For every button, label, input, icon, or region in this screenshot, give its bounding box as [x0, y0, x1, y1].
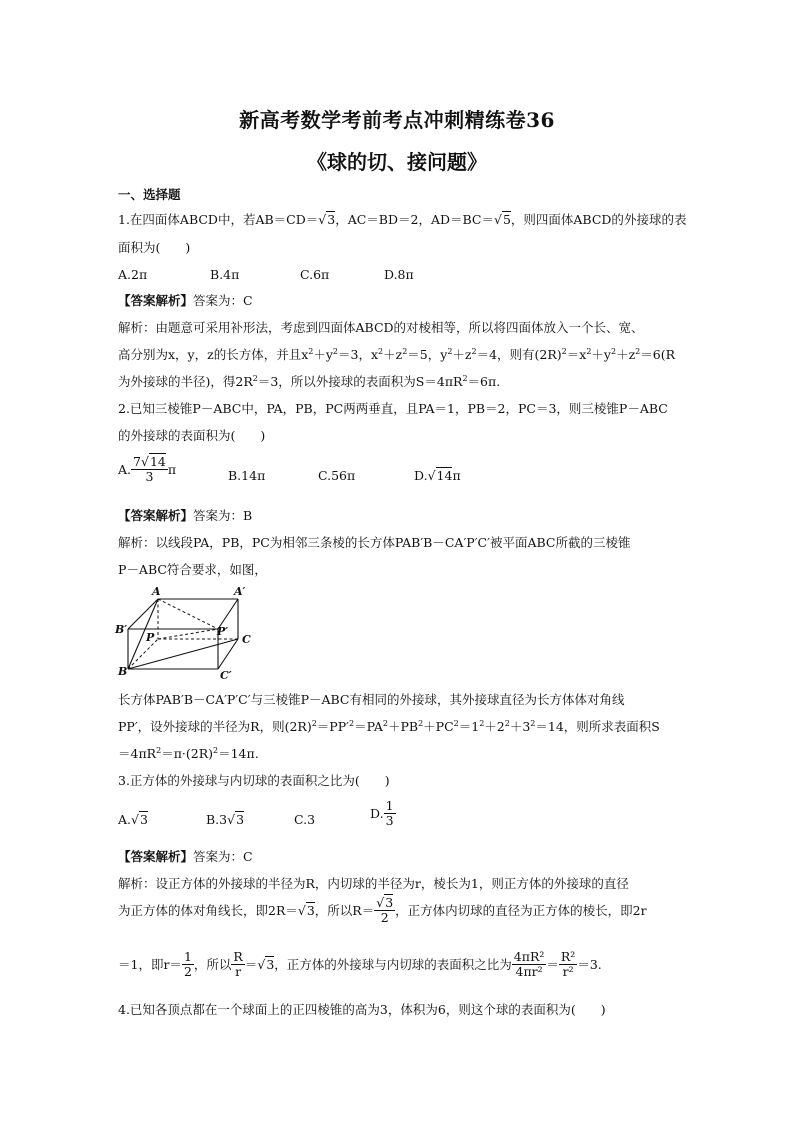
q3-explain-2: 为正方体的体对角线长，即2R＝√ 3，所以R＝ √ $\frac{3}{2}$ ，正方体内切球的直径为正方体的棱长，即2r	[118, 893, 647, 929]
q2-explain-5: $=4\pi R^2=\pi\cdot(2R)^2=14\pi$.	[118, 746, 259, 761]
q1-explain-1: 解析：由题意可采用补形法，考虑到四面体ABCD的对棱相等，所以将四面体放入一个长、宽、	[118, 320, 644, 335]
q2-option-c: C.56π	[318, 468, 356, 483]
q3-answer: 【答案解析】答案为：C	[118, 849, 253, 864]
q3-explain-3: ＝1，即r＝ $\frac{1}{2}$ ，所以 $\frac{R}{r}$ ＝√ 3，正方体的外接球与内切球的表面积之比为 $\frac{\text{4πR²}}{\text{4πr²}}$ ＝ $\frac{\text{R²}}{\text{r²}}$ ＝3.	[118, 947, 602, 983]
fig-label-p: P	[146, 631, 155, 644]
q2-explain-2: P－ABC符合要求，如图，	[118, 562, 267, 577]
q2-line2: 的外接球的表面积为( )	[118, 428, 266, 443]
fig-label-c: C	[242, 633, 251, 646]
fig-label-a: A	[152, 585, 161, 598]
q2-explain-4: PP′，设外接球的半径为R，则$(2R)^2=PP'^2=PA^2+PB^2+PC^2=1^2+2^2+3^2=14$，则所求表面积S	[118, 719, 660, 734]
q2-option-a: A. $\frac{7√ 14}{3}$ π	[118, 456, 176, 485]
cuboid-figure	[114, 583, 264, 681]
section-heading: 一、选择题	[118, 187, 181, 202]
q1-option-d: D.8π	[384, 267, 414, 282]
q2-option-d: D.√ 14π	[414, 468, 461, 483]
q1-option-c: C.6π	[300, 267, 330, 282]
q2-answer: 【答案解析】答案为：B	[118, 508, 253, 523]
q1-option-a: A.2π	[118, 267, 148, 282]
fig-label-p-prime: P′	[217, 625, 229, 638]
q1-answer: 【答案解析】答案为：C	[118, 293, 253, 308]
fig-label-b-prime: B′	[115, 623, 128, 636]
fig-label-c-prime: C′	[220, 669, 232, 681]
q2-line1: 2.已知三棱锥P－ABC中，PA，PB，PC两两垂直，且PA＝1，PB＝2，PC＝3，则三棱锥P－ABC	[118, 401, 668, 416]
q2-explain-1: 解析：以线段PA，PB，PC为相邻三条棱的长方体PAB′B－CA′P′C′被平面ABC所截的三棱锥	[118, 535, 631, 550]
q3-option-c: C.3	[294, 812, 316, 827]
q1-option-b: B.4π	[210, 267, 240, 282]
q3-option-b: B.3√ 3	[206, 812, 244, 827]
q1-line2: 面积为( )	[118, 240, 191, 255]
q2-explain-3: 长方体PAB′B－CA′P′C′与三棱锥P－ABC有相同的外接球，其外接球直径为长方体体对角线	[118, 692, 625, 707]
q1-explain-2: 高分别为x，y，z的长方体，并且$x^2+y^2=3$，$x^2+z^2=5$，$y^2+z^2=4$，则有$(2R)^2=x^2+y^2+z^2=6(R$	[118, 347, 676, 362]
page-subtitle: 《球的切、接问题》	[307, 150, 487, 174]
fig-label-b: B	[118, 665, 128, 678]
q2-option-b: B.14π	[228, 468, 266, 483]
fig-label-a-prime: A′	[234, 585, 246, 598]
q1-explain-3: 为外接球的半径)，得$2R^2=3$，所以外接球的表面积为$S=4\pi R^2=6\pi$.	[118, 374, 501, 389]
q3-line1: 3.正方体的外接球与内切球的表面积之比为( )	[118, 773, 390, 788]
q3-option-d: D. $\frac{1}{3}$	[370, 798, 394, 828]
q3-option-a: A.√ 3	[118, 812, 148, 827]
q1-line1: 1.在四面体ABCD中，若AB＝CD＝√ 3，AC＝BD＝2，AD＝BC＝√ 5，则四面体ABCD的外接球的表	[118, 212, 686, 228]
q3-explain-1: 解析：设正方体的外接球的半径为R，内切球的半径为r，棱长为1，则正方体的外接球的直径	[118, 876, 629, 891]
q4-line1: 4.已知各顶点都在一个球面上的正四棱锥的高为3，体积为6，则这个球的表面积为( )	[118, 1002, 606, 1017]
page-title: 新高考数学考前考点冲刺精练卷36	[239, 108, 555, 132]
